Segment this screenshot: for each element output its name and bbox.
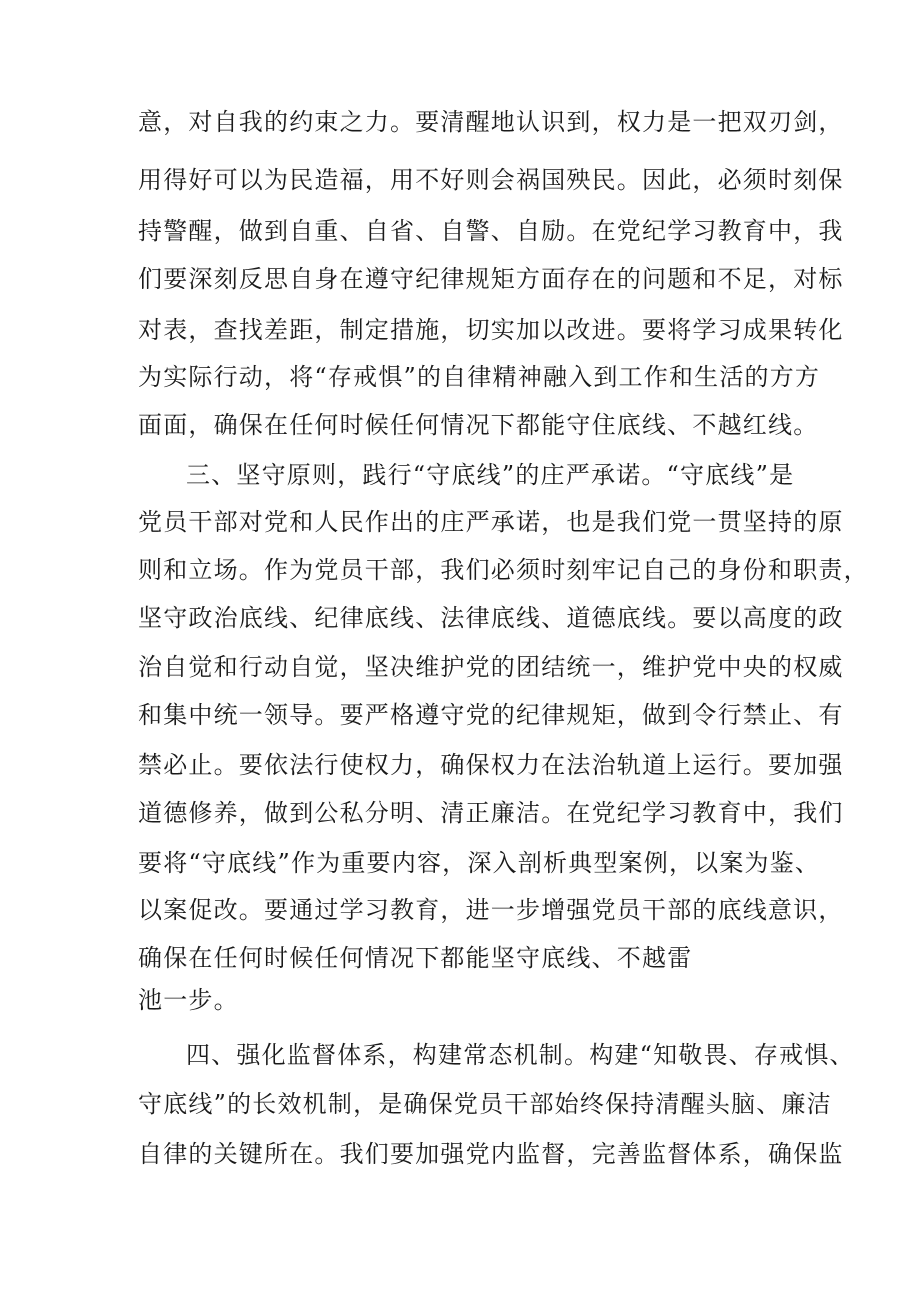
section-three-heading-line: 三、坚守原则，践行“守底线”的庄严承诺。“守底线”是 (186, 461, 795, 489)
paragraph-line: 以案促改。要通过学习教育，进一步增强党员干部的底线意识， (138, 896, 844, 924)
paragraph-line: 坚守政治底线、纪律底线、法律底线、道德底线。要以高度的政 (138, 604, 844, 632)
paragraph-line: 治自觉和行动自觉，坚决维护党的团结统一，维护党中央的权威 (138, 653, 844, 681)
paragraph-line: 们要深刻反思自身在遵守纪律规矩方面存在的问题和不足，对标 (138, 265, 844, 293)
paragraph-line: 对表，查找差距，制定措施，切实加以改进。要将学习成果转化 (138, 316, 844, 344)
paragraph-line: 自律的关键所在。我们要加强党内监督，完善监督体系，确保监 (138, 1140, 844, 1168)
paragraph-line: 要将“守底线”作为重要内容，深入剖析典型案例，以案为鉴、 (138, 849, 821, 877)
paragraph-line: 持警醒，做到自重、自省、自警、自励。在党纪学习教育中，我 (138, 217, 844, 245)
paragraph-line: 确保在任何时候任何情况下都能坚守底线、不越雷 (138, 944, 693, 972)
paragraph-line: 为实际行动，将“存戒惧”的自律精神融入到工作和生活的方方 (138, 363, 821, 391)
paragraph-line: 面面，确保在任何时候任何情况下都能守住底线、不越红线。 (138, 411, 819, 439)
section-four-heading-line: 四、强化监督体系，构建常态机制。构建“知敬畏、存戒惧、 (186, 1041, 855, 1069)
paragraph-line: 道德修养，做到公私分明、清正廉洁。在党纪学习教育中，我们 (138, 799, 844, 827)
paragraph-line: 池一步。 (138, 986, 239, 1014)
paragraph-line: 守底线”的长效机制，是确保党员干部始终保持清醒头脑、廉洁 (138, 1090, 832, 1118)
paragraph-line: 党员干部对党和人民作出的庄严承诺，也是我们党一贯坚持的原 (138, 508, 844, 536)
paragraph-line: 和集中统一领导。要严格遵守党的纪律规矩，做到令行禁止、有 (138, 701, 844, 729)
paragraph-line: 意，对自我的约束之力。要清醒地认识到，权力是一把双刃剑， (138, 108, 844, 136)
paragraph-line: 用得好可以为民造福，用不好则会祸国殃民。因此，必须时刻保 (138, 166, 844, 194)
paragraph-line: 则和立场。作为党员干部，我们必须时刻牢记自己的身份和职责， (138, 556, 869, 584)
paragraph-line: 禁必止。要依法行使权力，确保权力在法治轨道上运行。要加强 (138, 751, 844, 779)
